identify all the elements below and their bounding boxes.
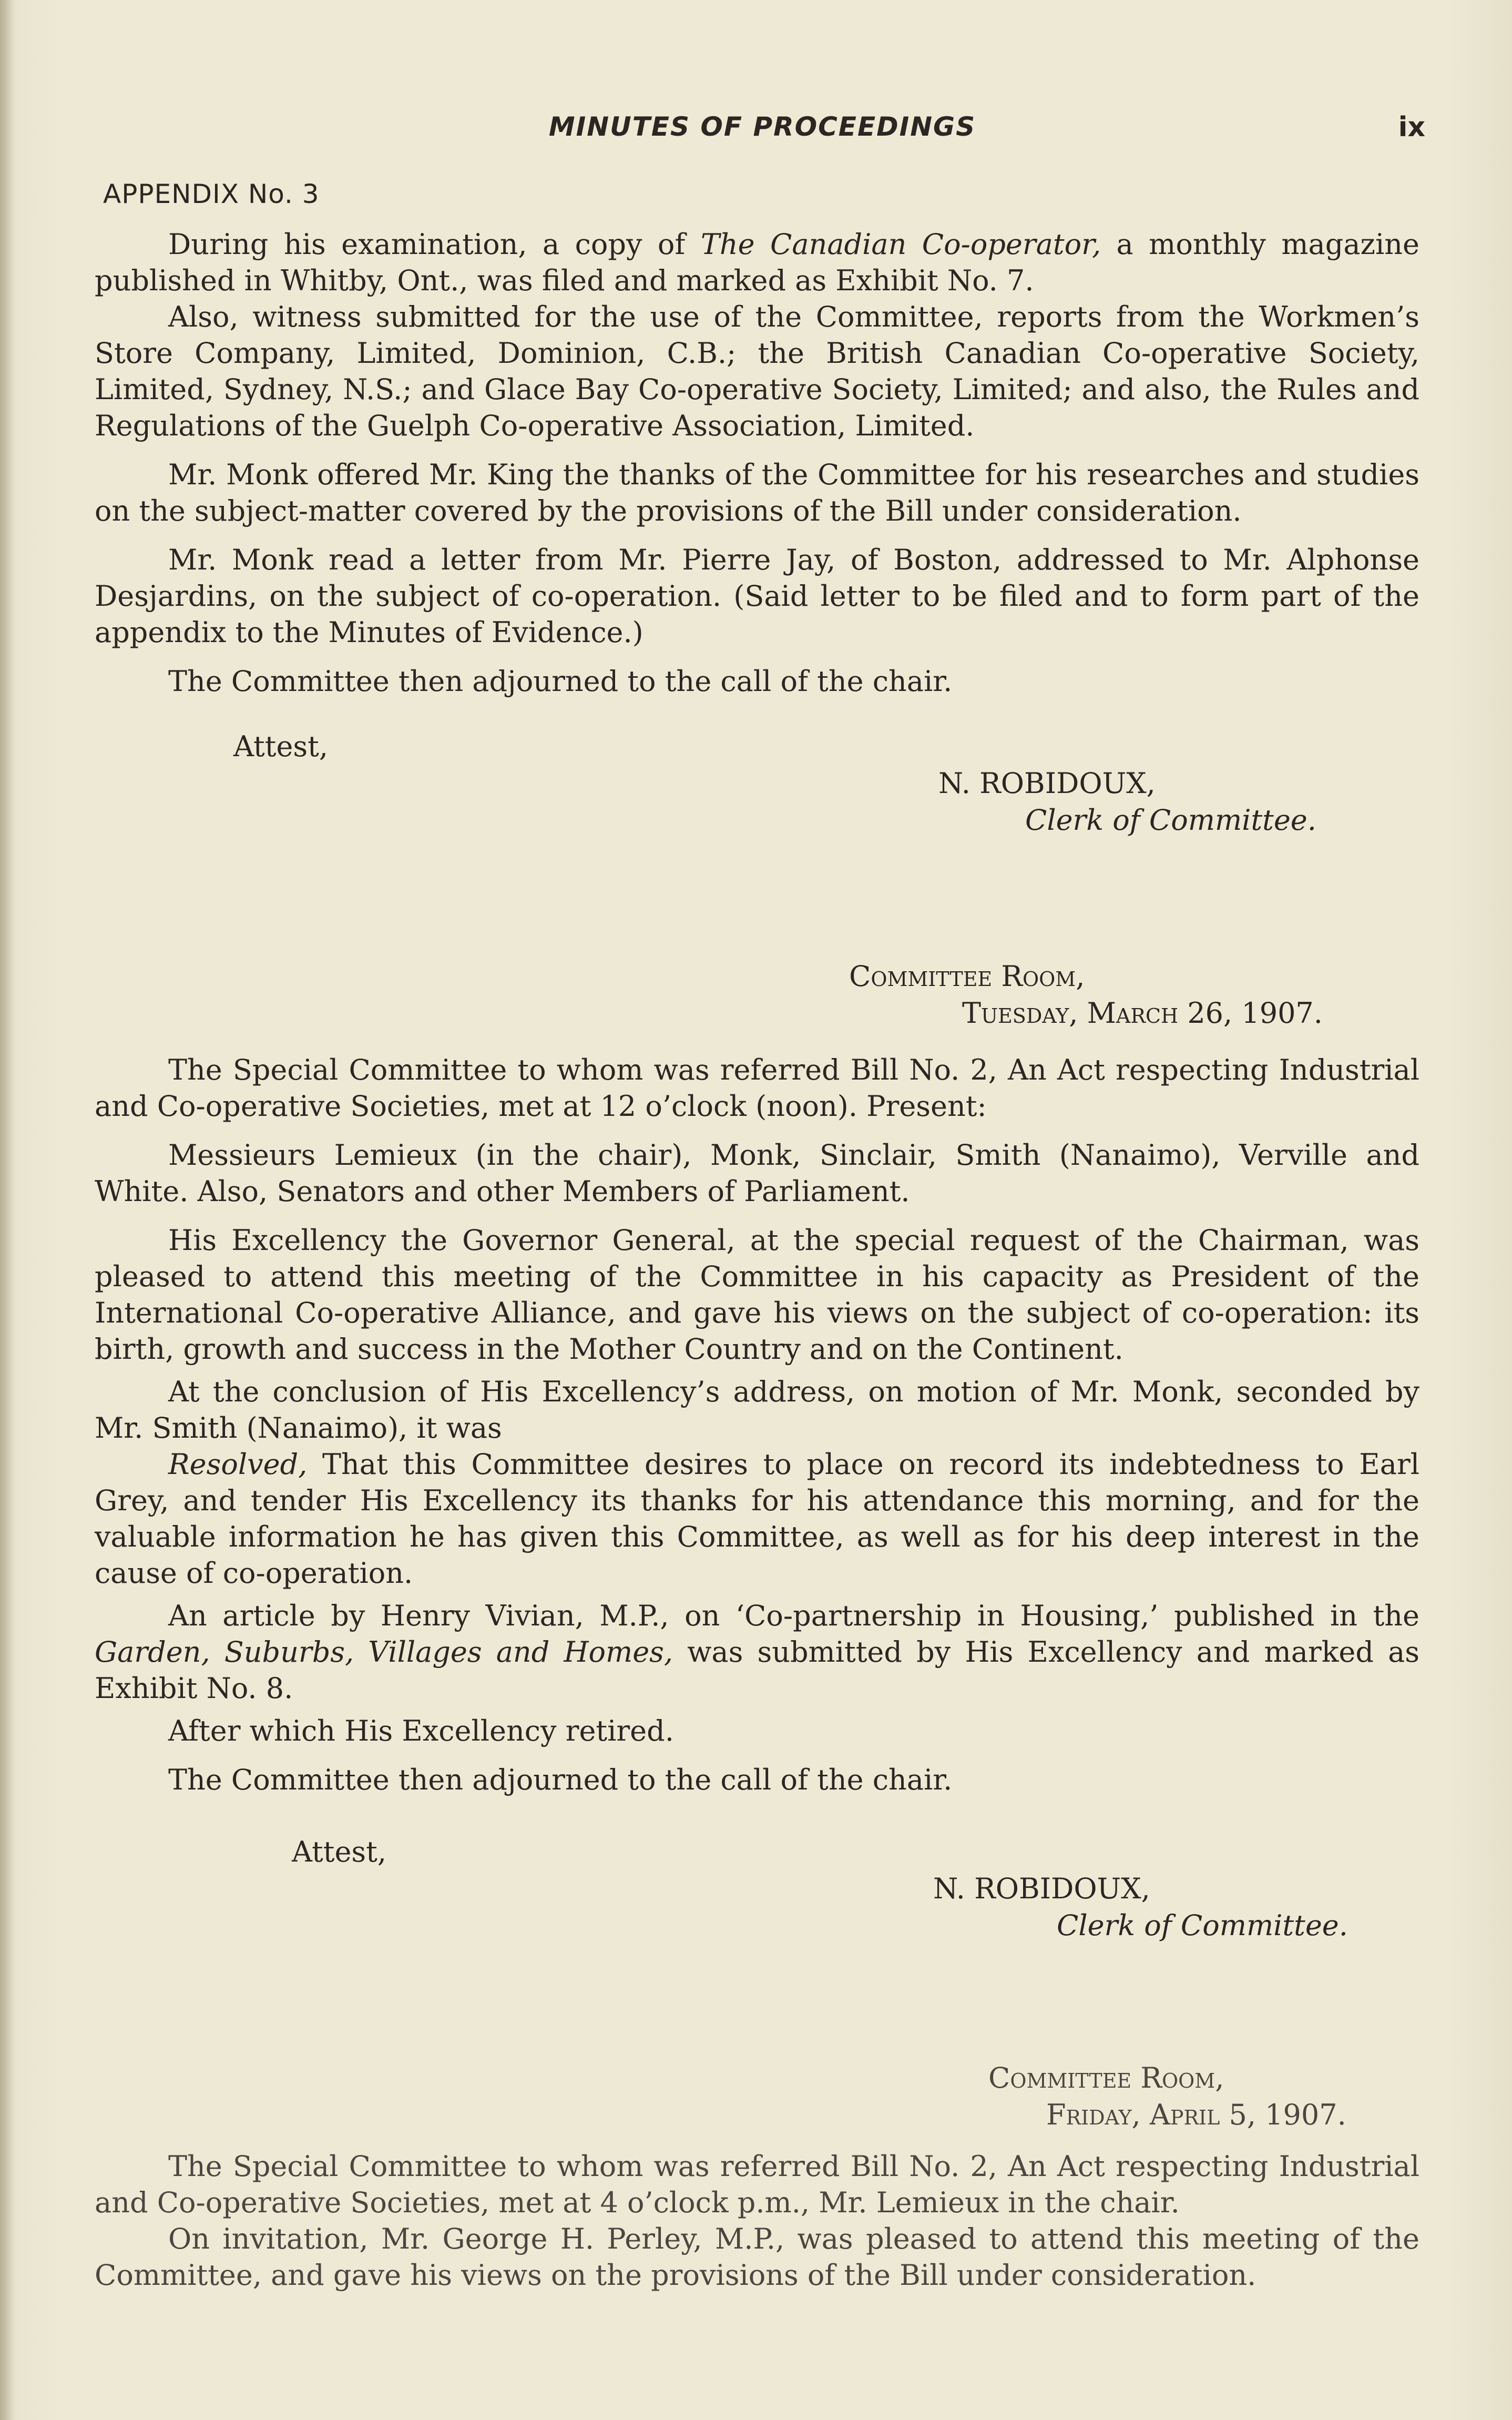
meeting-date: Friday, April 5, 1907. [1046,2098,1346,2131]
paragraph: The Committee then adjourned to the call of the chair. [168,665,953,698]
section-2-body [95,1052,1419,1798]
paragraph: On invitation, Mr. George H. Perley, M.P., was pleased to attend this meeting of the Committee, and gave his views on the provisions of the Bill under consideration. [95,2222,1419,2292]
publication-title: Garden, Suburbs, Villages and Homes, [95,1635,673,1669]
clerk-title: Clerk of Committee. [1025,804,1316,837]
meeting-place: Committee Room, [849,960,1085,993]
paragraph: At the conclusion of His Excellency’s address, on motion of Mr. Monk, seconded by Mr. Smith (Nanaimo), it was [95,1375,1419,1445]
paragraph-text: a monthly magazine published in Whitby, Ont., was filed and marked as Exhibit No. 7. [95,228,1419,297]
paragraph [95,1598,1419,1706]
paragraph: The Special Committee to whom was referred Bill No. 2, An Act respecting Industrial and Co-operative Societies, met at 4 o’clock p.m., Mr. Lemieux in the chair. [95,2150,1419,2219]
section-3-body [95,2148,1419,2293]
running-head: MINUTES OF PROCEEDINGS [548,111,976,142]
paragraph: Mr. Monk offered Mr. King the thanks of the Committee for his researches and studies on the subject-matter covered by the provisions of the Bill under consideration. [95,458,1419,527]
paragraph-text: During his examination, a copy of [168,228,701,261]
magazine-title: The Canadian Co-operator, [700,228,1101,261]
meeting-date: Tuesday, March 26, 1907. [962,997,1323,1030]
paragraph: After which His Excellency retired. [168,1714,674,1747]
paragraph: His Excellency the Governor General, at the special request of the Chairman, was pleased to attend this meeting of the Committee in his capacity as President of the International Co-operative Alliance, and gave his views on the subject of co-operation: its birth, growth and success in the Mother Country and on the Continent. [95,1224,1419,1366]
clerk-title: Clerk of Committee. [1057,1909,1348,1942]
paragraph: Mr. Monk read a letter from Mr. Pierre Jay, of Boston, addressed to Mr. Alphonse Desjardins, on the subject of co-operation. (Said letter to be filed and to form part of the appendix to the Minutes of Evidence.) [95,543,1419,649]
appendix-label: APPENDIX No. 3 [103,179,320,209]
clerk-name: N. ROBIDOUX, [933,1872,1150,1905]
paragraph-text: An article by Henry Vivian, M.P., on ‘Co-partnership in Housing,’ published in the [168,1599,1419,1632]
paragraph [95,226,1419,299]
meeting-place: Committee Room, [988,2061,1224,2094]
paragraph: Messieurs Lemieux (in the chair), Monk, Sinclair, Smith (Nanaimo), Verville and White. Also, Senators and other Members of Parliament. [95,1138,1419,1208]
resolved-label: Resolved, [168,1448,308,1481]
paragraph [95,1446,1419,1591]
binding-shadow [0,0,15,2420]
attest-label: Attest, [233,730,328,763]
paragraph: Also, witness submitted for the use of the Committee, reports from the Workmen’s Store Company, Limited, Dominion, C.B.; the British Canadian Co-operative Society, Limited, Sydney, N.S.; and Glace Bay Co-operative Society, Limited; and also, the Rules and Regulations of the Guelph Co-operative Association, Limited. [95,300,1419,442]
paragraph: The Committee then adjourned to the call of the chair. [168,1763,953,1796]
section-1-body [95,226,1419,699]
clerk-name: N. ROBIDOUX, [938,767,1156,800]
paragraph-text: was submitted by His Excellency and marked as Exhibit No. 8. [95,1635,1419,1705]
page-number: ix [1398,111,1425,143]
paragraph-text: That this Committee desires to place on record its indebtedness to Earl Grey, and tender His Excellency its thanks for his attendance this morning, and for the valuable information he has given this Committee, as well as for his deep interest in the cause of co-operation. [95,1448,1419,1590]
paragraph: The Special Committee to whom was referred Bill No. 2, An Act respecting Industrial and Co-operative Societies, met at 12 o’clock (noon). Present: [95,1053,1419,1123]
attest-label: Attest, [292,1835,386,1868]
